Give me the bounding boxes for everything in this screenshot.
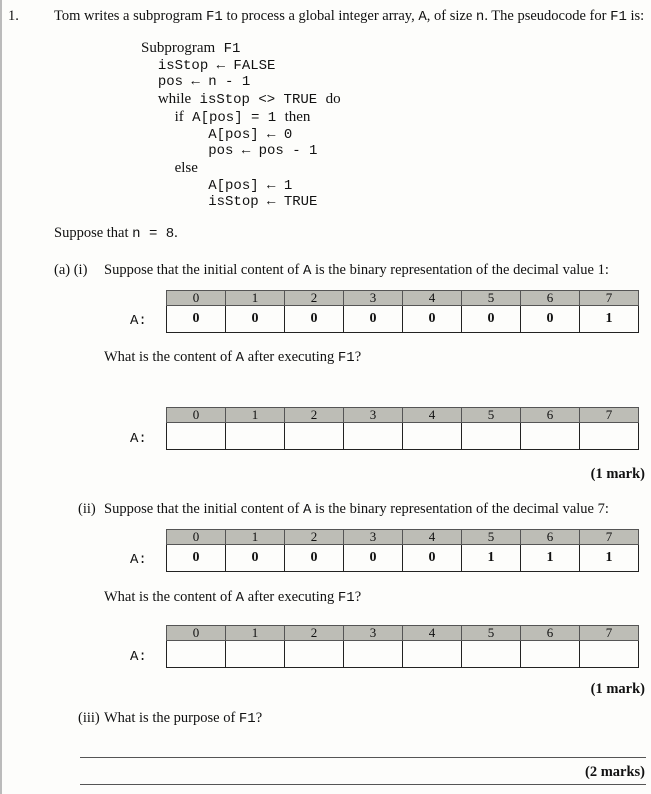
array-value-cell: 0 [167,545,226,572]
array-value-cell: 0 [403,306,462,333]
array-index-cell: 0 [167,530,226,545]
code-identifier: A [235,590,245,606]
text-fragment: after executing [244,349,338,365]
array-index-cell: 3 [344,291,403,306]
array-index-cell: 2 [285,291,344,306]
answer-cell[interactable] [344,423,403,450]
question-intro [54,8,644,25]
code-line [141,109,341,127]
text-fragment: Suppose that [54,225,133,241]
code-keyword: Subprogram [141,40,216,56]
text-fragment: What is the purpose of [104,710,239,726]
text-fragment: Suppose that the initial content of [104,262,303,278]
part-a-iii-text [104,710,262,727]
code-text: pos ← pos - 1 [208,143,318,160]
answer-cell[interactable] [580,423,639,450]
array-value-cell: 0 [285,545,344,572]
code-keyword: then [284,108,311,125]
text-fragment: ? [354,349,362,365]
answer-cell[interactable] [285,641,344,668]
code-line [141,40,341,58]
array-index-cell: 0 [167,626,226,641]
code-line [141,143,341,160]
array-value-cell: 1 [462,545,521,572]
suppose-n [54,225,178,242]
text-fragment: is the binary representation of the decimal value 1: [311,262,609,278]
array-index-cell: 6 [521,626,580,641]
code-text: isStop ← FALSE [157,57,276,74]
text-fragment: What is the content of [104,589,236,605]
code-keyword: if [174,108,184,125]
page-left-edge [0,0,2,794]
array-a-label: A: [130,649,147,665]
code-keyword: do [325,91,341,108]
array-value-cell: 0 [403,545,462,572]
array-index-cell: 1 [226,408,285,423]
array-index-cell: 7 [580,408,639,423]
array-value-cell: 1 [521,545,580,572]
array-index-cell: 5 [462,291,521,306]
array-value-cell: 0 [226,545,285,572]
array-index-cell: 7 [580,291,639,306]
array-index-cell: 6 [521,408,580,423]
code-text: isStop ← TRUE [208,194,318,211]
code-identifier: n [475,9,485,25]
array-index-cell: 3 [344,626,403,641]
array-initial-value-7 [166,529,639,572]
text-fragment: is: [626,8,645,24]
array-value-cell: 0 [344,306,403,333]
code-identifier: F1 [337,590,355,606]
array-index-cell: 4 [403,626,462,641]
code-identifier: F1 [610,9,627,25]
code-line [141,160,341,178]
array-index-cell: 0 [167,291,226,306]
pseudocode-block [141,40,341,211]
array-index-cell: 1 [226,626,285,641]
answer-cell[interactable] [167,423,226,450]
code-line [141,127,341,144]
text-fragment: , of size [426,8,476,24]
answer-cell[interactable] [344,641,403,668]
text-fragment: Suppose that the initial content of [104,501,303,517]
array-value-cell: 1 [580,545,639,572]
answer-line-2[interactable] [80,784,646,785]
text-fragment: after executing [244,589,338,605]
code-keyword: else [174,159,198,176]
array-index-cell: 5 [462,408,521,423]
code-line [141,194,341,211]
marks-a-i: (1 mark) [590,466,645,482]
code-line [141,58,341,75]
answer-cell[interactable] [403,423,462,450]
code-identifier: F1 [337,350,355,366]
marks-a-ii: (1 mark) [590,681,645,697]
answer-cell[interactable] [462,641,521,668]
code-line [141,91,341,109]
array-index-cell: 7 [580,530,639,545]
array-initial-value-1 [166,290,639,333]
array-answer-1[interactable] [166,407,639,450]
code-text: A[pos] ← 1 [208,177,293,194]
part-a-ii-label: (ii) [78,501,96,517]
question-number: 1. [8,8,19,24]
text-fragment: Tom writes a subprogram [54,8,207,24]
array-a-label: A: [130,552,147,568]
array-index-cell: 7 [580,626,639,641]
array-index-cell: 3 [344,530,403,545]
answer-cell[interactable] [403,641,462,668]
array-value-cell: 0 [167,306,226,333]
array-index-cell: 6 [521,291,580,306]
array-index-cell: 5 [462,530,521,545]
array-value-cell: 0 [344,545,403,572]
part-a-ii-question [104,589,361,606]
code-line [141,178,341,195]
array-index-cell: 1 [226,291,285,306]
code-identifier: n = 8 [132,226,175,242]
code-text: F1 [215,41,241,57]
answer-cell[interactable] [226,423,285,450]
part-a-i-question [104,349,361,366]
text-fragment: . [174,225,178,241]
array-a-label: A: [130,431,147,447]
array-index-cell: 3 [344,408,403,423]
code-identifier: A [235,350,245,366]
code-identifier: A [302,263,312,279]
answer-cell[interactable] [521,641,580,668]
answer-cell[interactable] [285,423,344,450]
array-index-cell: 4 [403,291,462,306]
code-text: pos ← n - 1 [157,74,251,91]
marks-a-iii: (2 marks) [584,764,645,780]
text-fragment: ? [255,710,263,726]
answer-cell[interactable] [462,423,521,450]
code-text: A[pos] = 1 [183,109,285,126]
answer-cell[interactable] [521,423,580,450]
array-value-cell: 0 [226,306,285,333]
code-text: A[pos] ← 0 [208,126,293,143]
code-line [141,74,341,91]
array-index-cell: 2 [285,530,344,545]
part-a-i-text [104,262,609,279]
code-identifier: A [418,9,427,25]
array-index-cell: 1 [226,530,285,545]
array-value-cell: 1 [580,306,639,333]
array-value-cell: 0 [462,306,521,333]
answer-line-1[interactable] [80,757,646,758]
array-index-cell: 4 [403,408,462,423]
array-index-cell: 0 [167,408,226,423]
code-keyword: while [157,91,192,108]
array-index-cell: 2 [285,408,344,423]
array-value-cell: 0 [285,306,344,333]
code-text: isStop <> TRUE [191,92,326,109]
part-a-ii-text [104,501,609,518]
array-index-cell: 6 [521,530,580,545]
array-index-cell: 2 [285,626,344,641]
part-a-iii-label: (iii) [78,710,100,726]
text-fragment: to process a global integer array, [222,8,419,24]
answer-cell[interactable] [226,641,285,668]
part-a-i-label: (a) (i) [54,262,88,278]
array-index-cell: 5 [462,626,521,641]
text-fragment: What is the content of [104,349,236,365]
array-index-cell: 4 [403,530,462,545]
array-a-label: A: [130,313,147,329]
text-fragment: is the binary representation of the decimal value 7: [311,501,609,517]
array-answer-2[interactable] [166,625,639,668]
array-value-cell: 0 [521,306,580,333]
answer-cell[interactable] [167,641,226,668]
code-identifier: F1 [206,9,223,25]
code-identifier: A [302,502,312,518]
text-fragment: ? [354,589,362,605]
text-fragment: . The pseudocode for [484,8,611,24]
code-identifier: F1 [238,711,256,727]
answer-cell[interactable] [580,641,639,668]
